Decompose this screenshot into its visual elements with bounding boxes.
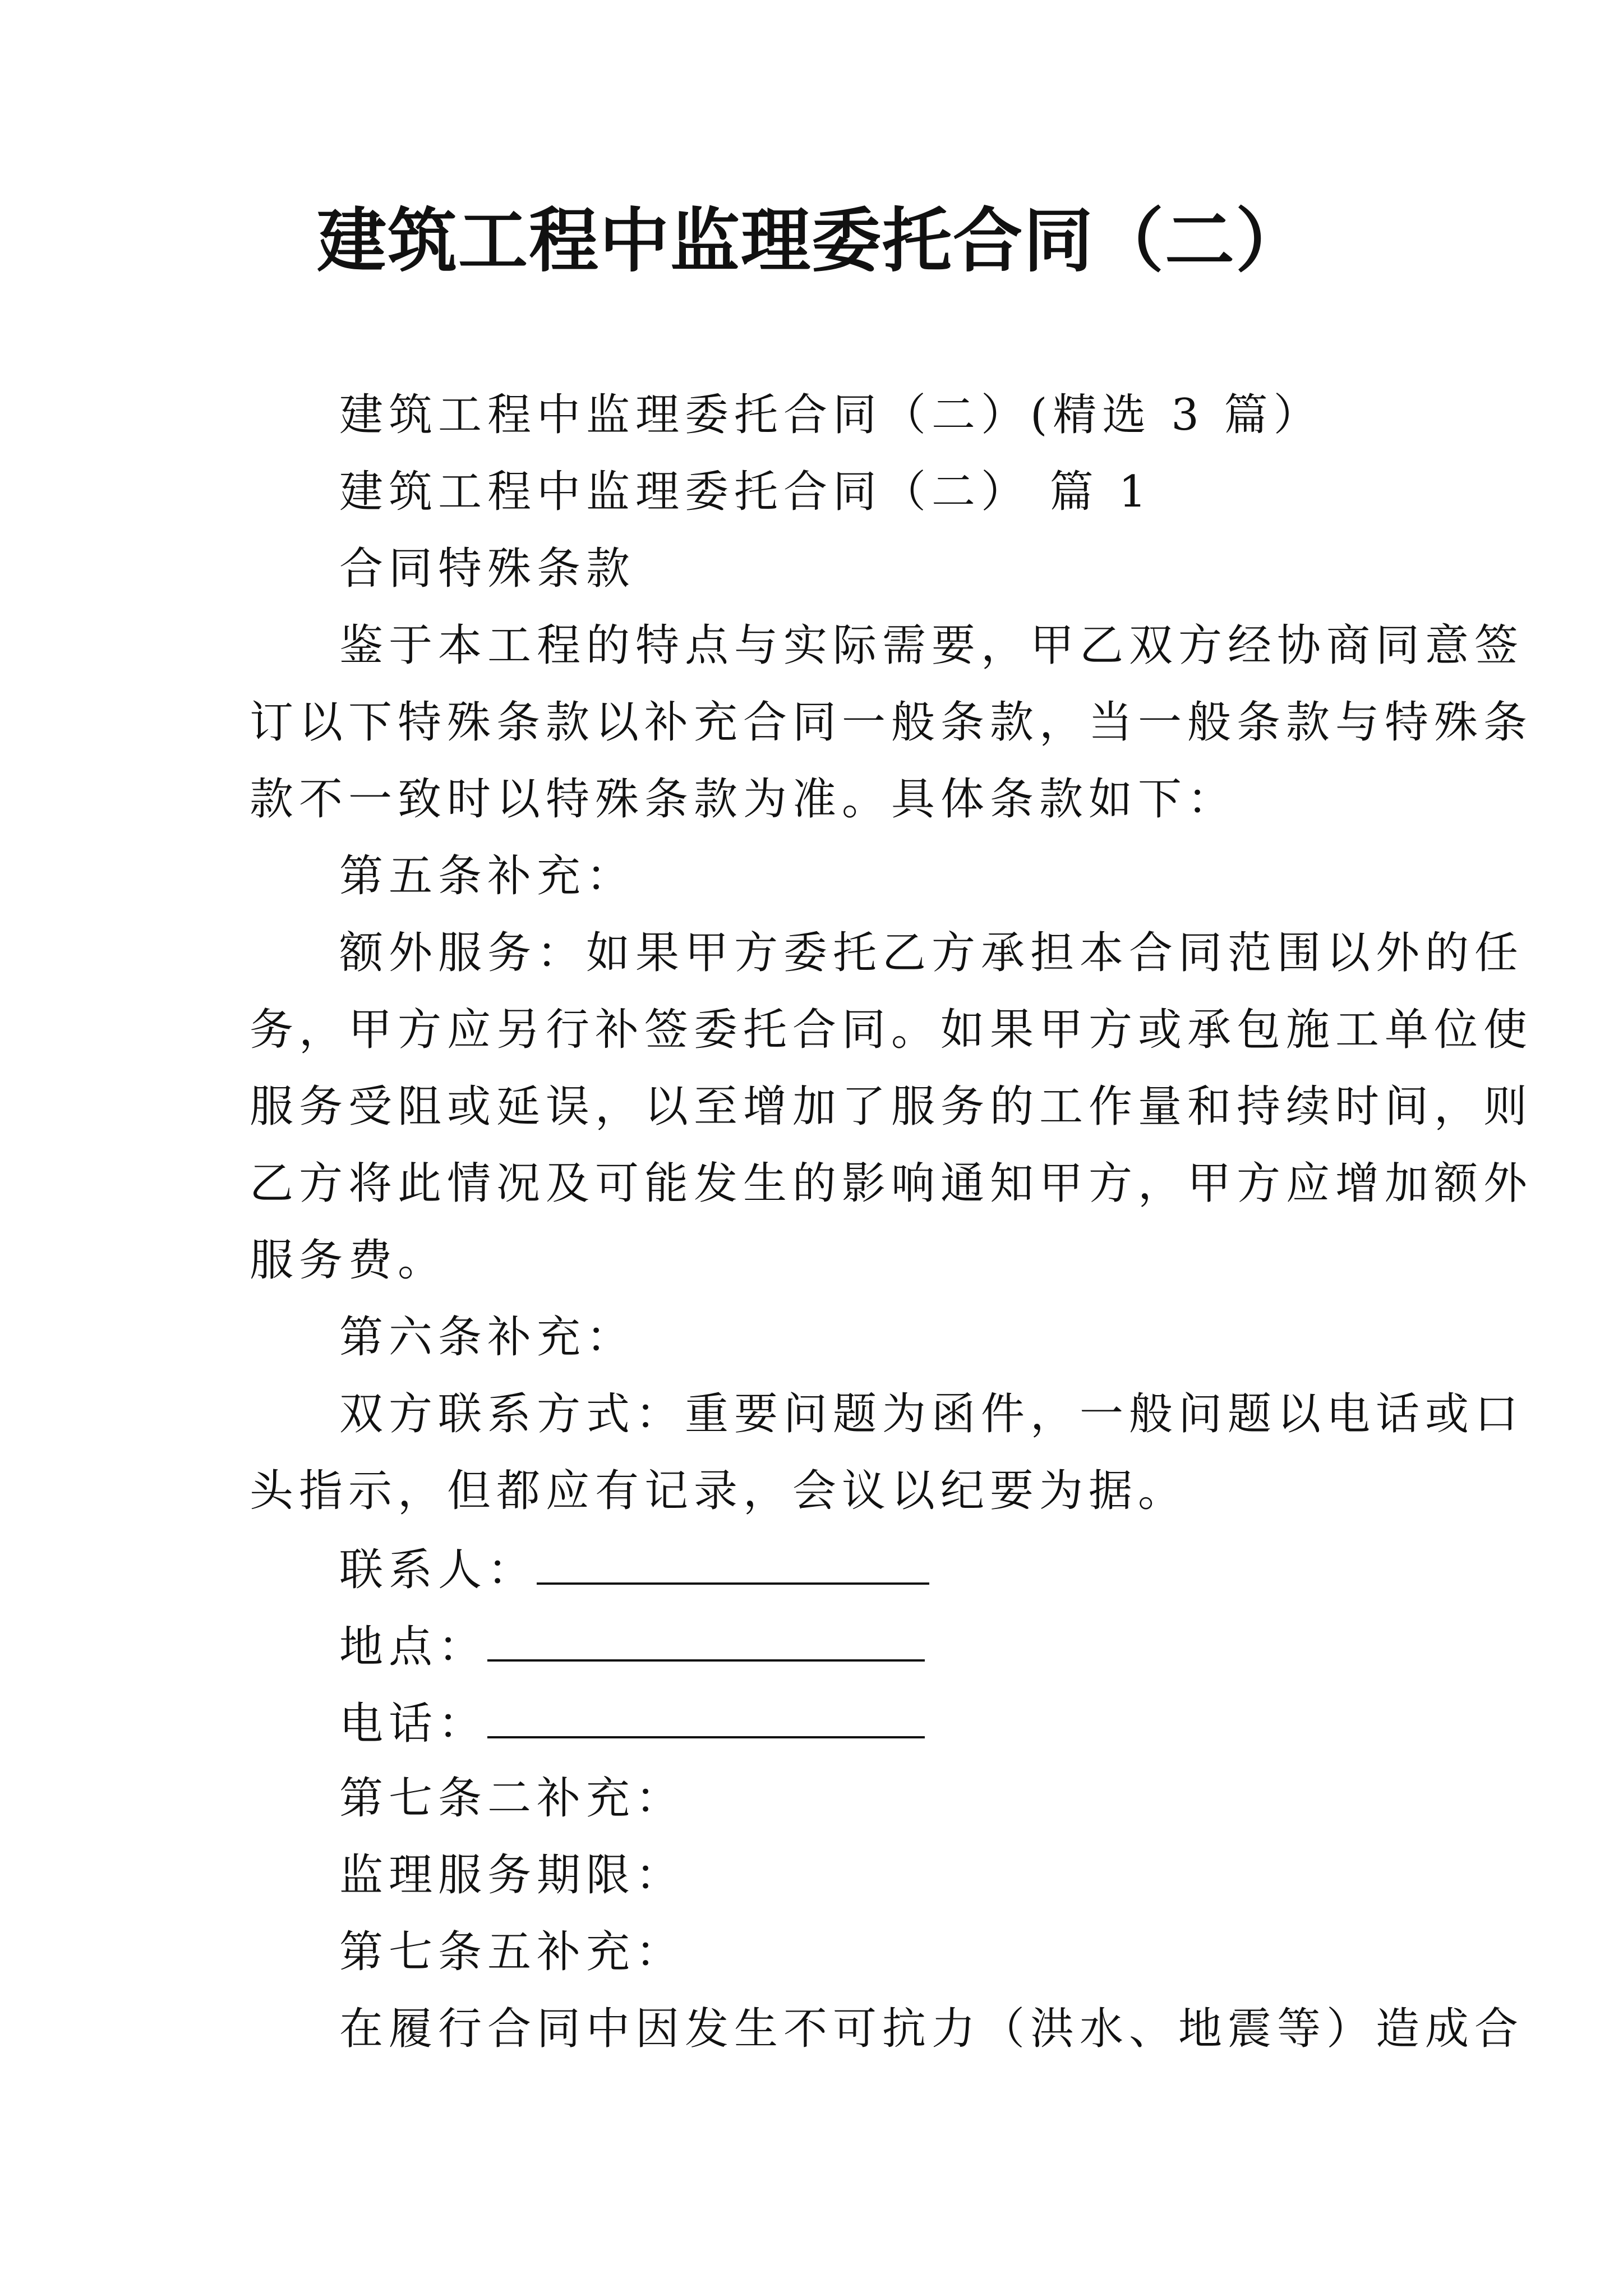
subtitle-line: 建筑工程中监理委托合同（二）(精选 3 篇） (339, 390, 1323, 440)
paragraph-line: 务，甲方应另行补签委托合同。如果甲方或承包施工单位使 (250, 1005, 1533, 1055)
document-title: 建筑工程中监理委托合同（二） (316, 200, 1306, 282)
paragraph-line: 双方联系方式：重要问题为函件，一般问题以电话或口 (339, 1389, 1524, 1439)
paragraph-line: 鉴于本工程的特点与实际需要，甲乙双方经协商同意签 (339, 620, 1524, 671)
contact-person-label: 联系人： (339, 1545, 537, 1595)
clause-heading: 第六条补充： (339, 1312, 636, 1363)
location-blank[interactable] (487, 1617, 925, 1662)
paragraph-line: 在履行合同中因发生不可抗力（洪水、地震等）造成合 (339, 2004, 1524, 2054)
paragraph-line: 服务费。 (250, 1235, 448, 1286)
contact-person-blank[interactable] (537, 1540, 929, 1585)
phone-label: 电话： (339, 1699, 488, 1749)
paragraph-line: 头指示，但都应有记录，会议以纪要为据。 (250, 1466, 1188, 1516)
clause-heading: 第五条补充： (339, 851, 636, 901)
phone-field (339, 1694, 925, 1752)
section-heading: 建筑工程中监理委托合同（二） 篇 1 (339, 467, 1152, 517)
clause-heading: 监理服务期限： (339, 1850, 685, 1901)
paragraph-line: 服务受阻或延误，以至增加了服务的工作量和持续时间，则 (250, 1082, 1533, 1132)
paragraph-line: 额外服务：如果甲方委托乙方承担本合同范围以外的任 (339, 928, 1524, 978)
location-field (339, 1617, 925, 1675)
clause-heading: 第七条二补充： (339, 1773, 685, 1824)
clause-heading: 第七条五补充： (339, 1927, 685, 1977)
paragraph-line: 订以下特殊条款以补充合同一般条款，当一般条款与特殊条 (250, 697, 1533, 748)
paragraph-line: 款不一致时以特殊条款为准。具体条款如下： (250, 774, 1237, 825)
phone-blank[interactable] (487, 1694, 925, 1738)
location-label: 地点： (339, 1622, 488, 1672)
paragraph-line: 乙方将此情况及可能发生的影响通知甲方，甲方应增加额外 (250, 1158, 1533, 1209)
contact-person-field (339, 1540, 929, 1598)
clause-heading: 合同特殊条款 (339, 544, 636, 594)
